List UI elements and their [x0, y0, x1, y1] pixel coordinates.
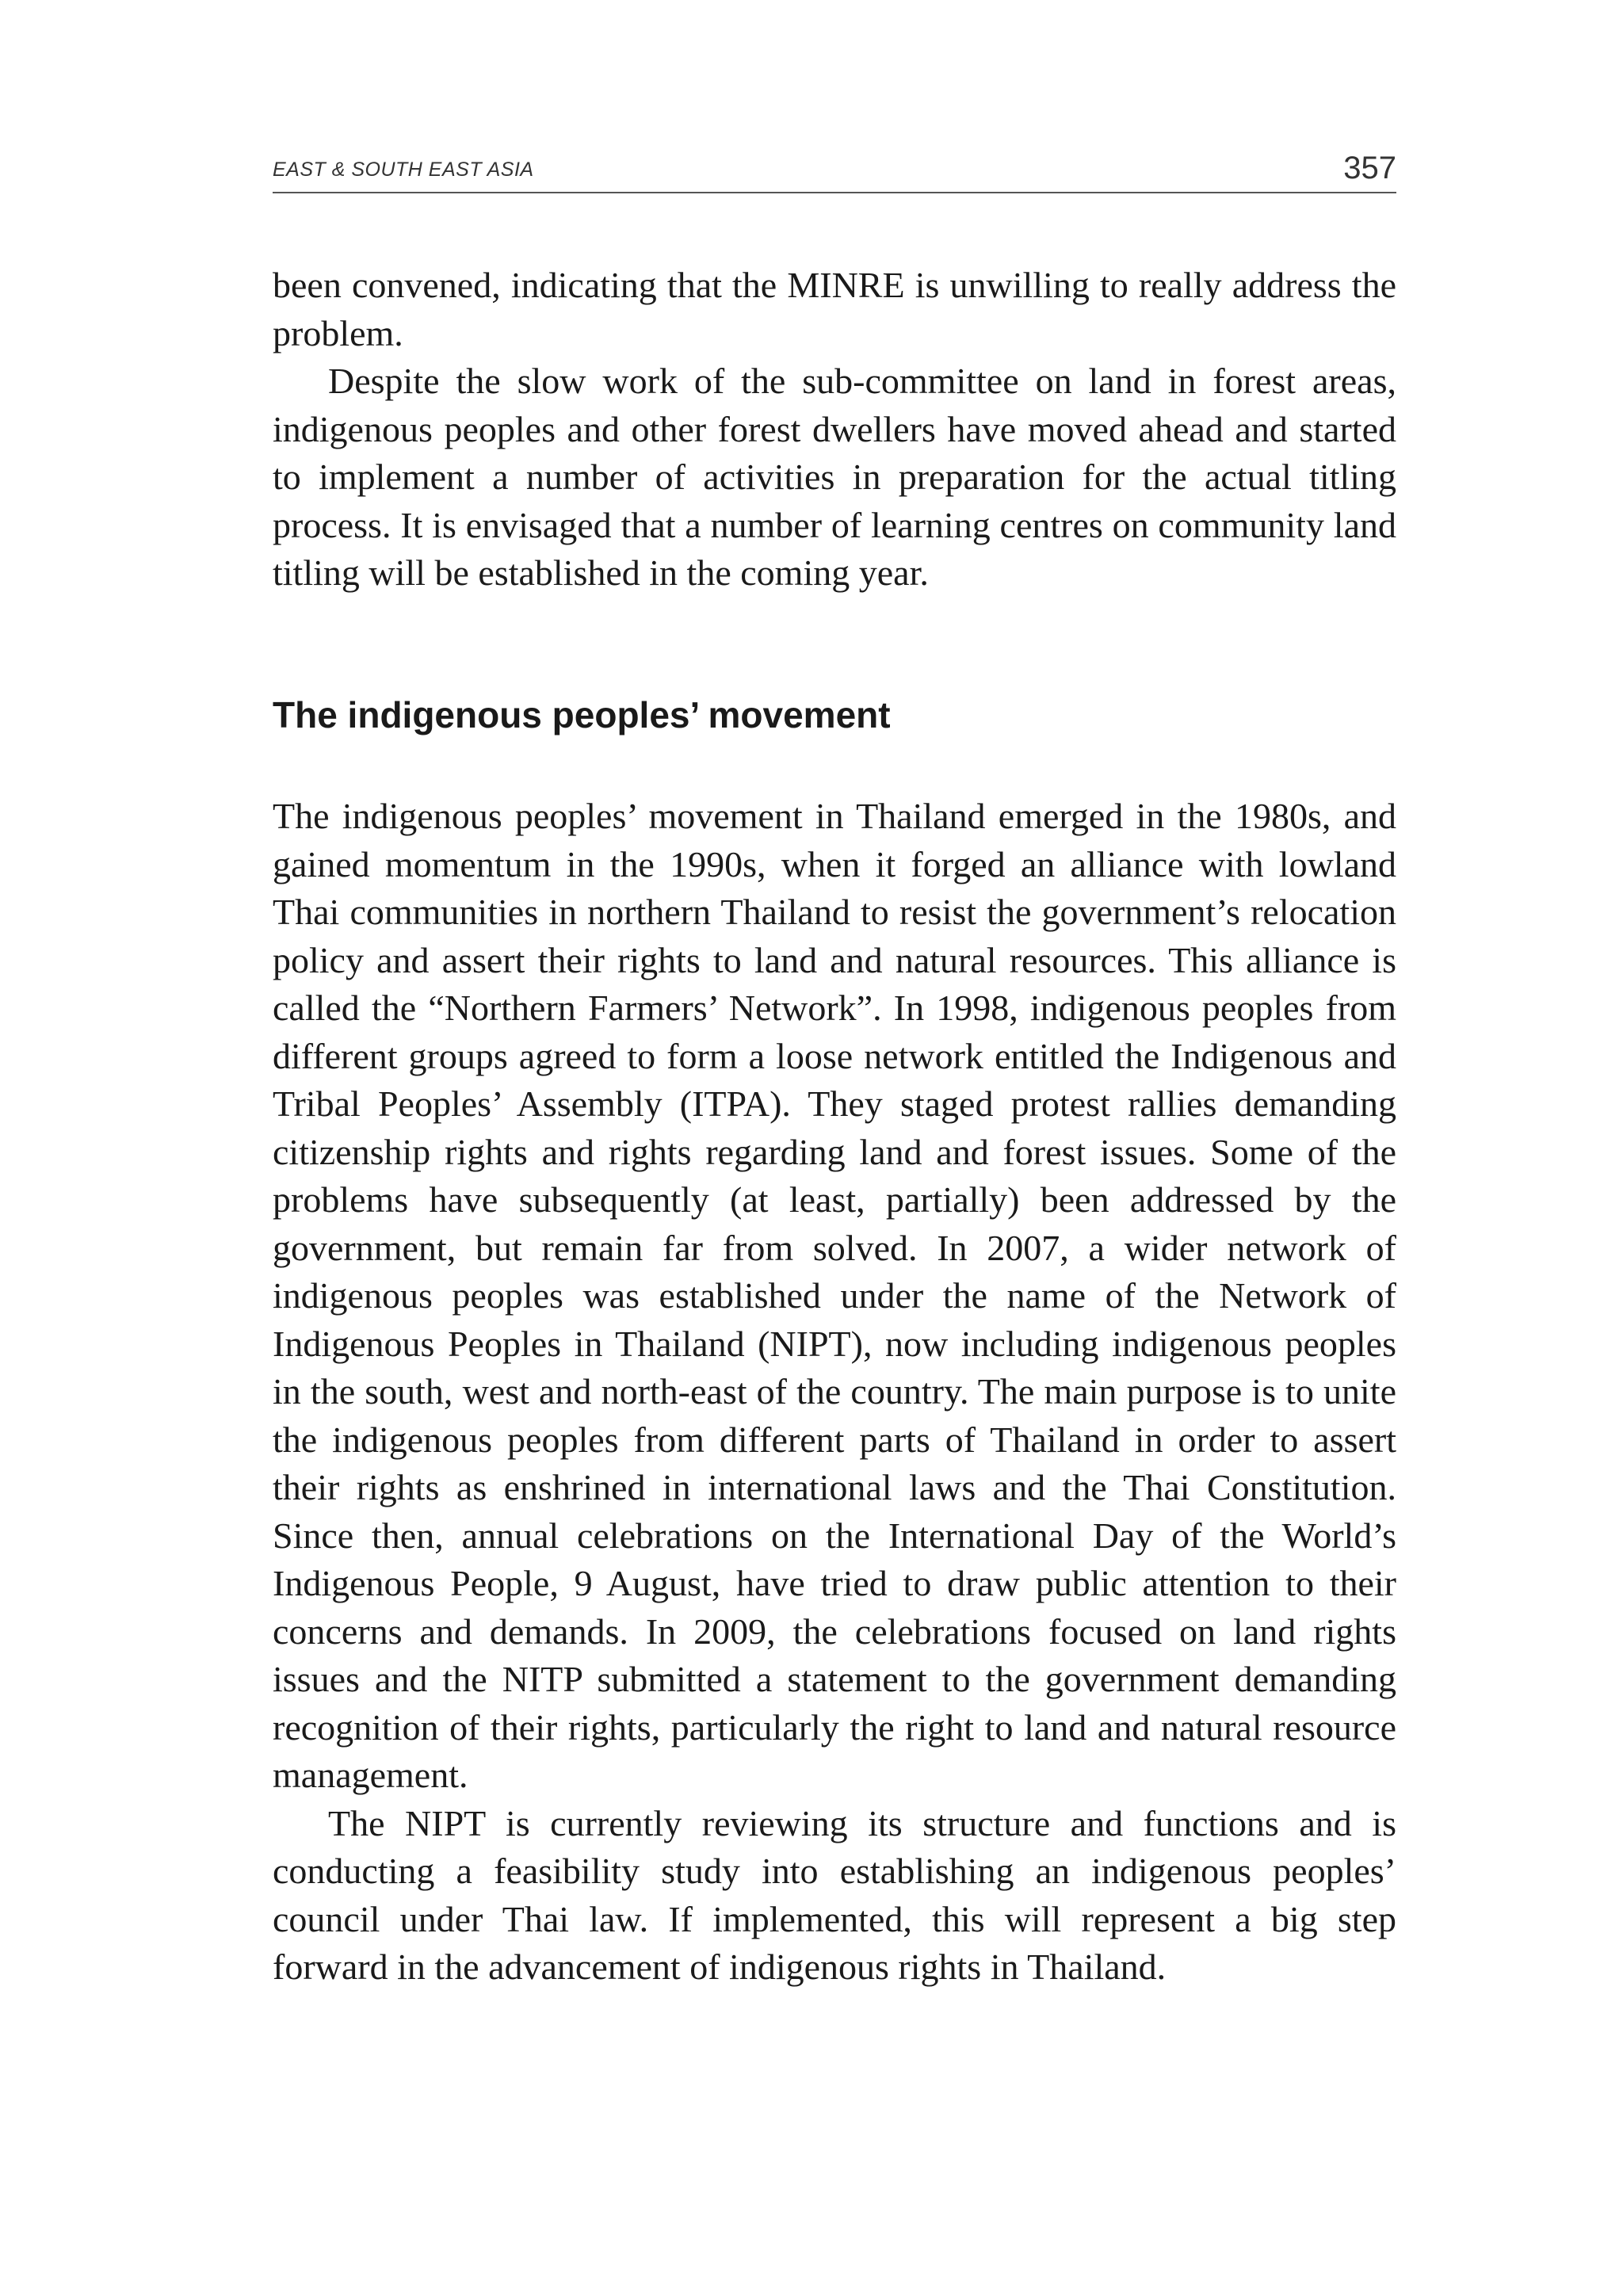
section-paragraph-2: The NIPT is currently reviewing its structure and functions and is conducting a feasibility study into establishing an indigenous peoples’ council under Thai law. If implemented, this will represent a big step forward in the advancement of indigenous rights in Thailand.	[273, 1802, 1396, 1987]
section-heading: The indigenous peoples’ movement	[273, 694, 891, 735]
document-page	[273, 0, 1396, 2296]
running-header	[273, 151, 1396, 193]
intro-paragraph-1: been convened, indicating that the MINRE is unwilling to really address the problem.	[273, 265, 1396, 353]
section-text-block	[273, 793, 1396, 1992]
intro-paragraph-2: Despite the slow work of the sub-committee on land in forest areas, indigenous peoples and other forest dwellers have moved ahead and started to implement a number of activities in preparation for the actual titling process. It is envisaged that a number of learning centres on community land titling will be established in the coming year.	[273, 361, 1396, 593]
page-number: 357	[1343, 151, 1396, 185]
intro-text-block	[273, 262, 1396, 598]
running-title: EAST & SOUTH EAST ASIA	[273, 159, 534, 181]
section-paragraph-1: The indigenous peoples’ movement in Thailand emerged in the 1980s, and gained momentum in the 1990s, when it forged an alliance with lowland Thai communities in northern Thailand to resist the government’s relocation policy and assert their rights to land and natural resources. This alliance is called the “Northern Farmers’ Network”. In 1998, indigenous peoples from different groups agreed to form a loose network entitled the Indigenous and Tribal Peoples’ Assembly (ITPA). They staged protest rallies demanding citizenship rights and rights regarding land and forest issues. Some of the problems have subsequently (at least, partially) been addressed by the government, but remain far from solved. In 2007, a wider network of indigenous peoples was established under the name of the Network of Indigenous Peoples in Thailand (NIPT), now including indigenous peoples in the south, west and north-east of the country. The main purpose is to unite the indigenous peoples from different parts of Thailand in order to assert their rights as enshrined in international laws and the Thai Constitution. Since then, annual celebrations on the International Day of the World’s Indigenous People, 9 August, have tried to draw public attention to their concerns and demands. In 2009, the celebrations focused on land rights issues and the NITP submitted a statement to the government demanding recognition of their rights, particularly the right to land and natural resource management.	[273, 796, 1396, 1795]
